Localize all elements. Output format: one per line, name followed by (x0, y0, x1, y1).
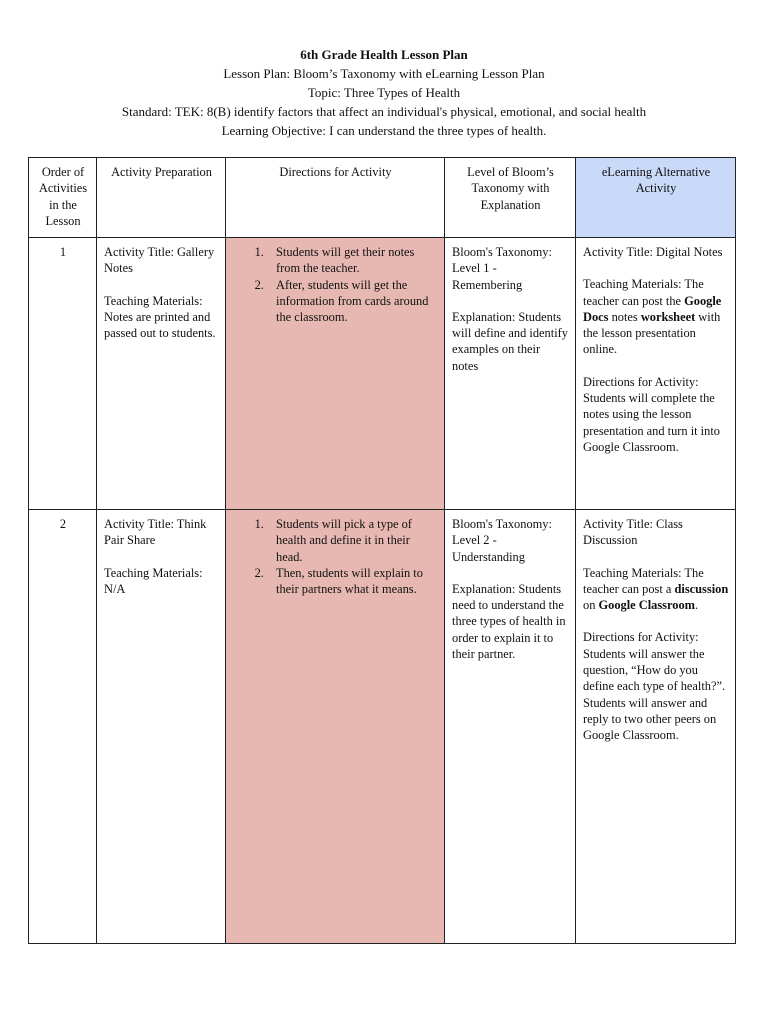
elearning-directions: Directions for Activity: Students will complete the notes using the lesson presentation and turn it into Google Classroom. (583, 374, 720, 454)
teaching-materials: Teaching Materials: N/A (104, 565, 203, 596)
objective-line: Learning Objective: I can understand the three types of health. (221, 123, 547, 138)
activity-title: Activity Title: Gallery Notes (104, 245, 215, 276)
materials-text: with the lesson presentation online. (583, 309, 721, 357)
blooms-level: Bloom's Taxonomy: Level 1 - Remembering (452, 245, 552, 292)
directions-list (233, 516, 438, 597)
materials-text: notes (608, 309, 641, 324)
materials-text: on (583, 598, 599, 613)
elearning-cell (576, 510, 736, 944)
activity-preparation-cell (97, 238, 226, 510)
materials-bold-text: Google Docs (583, 293, 722, 324)
materials-text: Teaching Materials: The teacher can post a (583, 565, 704, 596)
column-header-directions: Directions for Activity (226, 158, 445, 238)
document-header (0, 45, 768, 140)
teaching-materials: Teaching Materials: Notes are printed and passed out to students. (104, 293, 216, 341)
blooms-level-cell (445, 238, 576, 510)
activity-order: 2 (29, 510, 97, 944)
blooms-explanation: Explanation: Students will define and identify examples on their notes (452, 309, 568, 373)
materials-text: . (694, 598, 699, 613)
elearning-materials (583, 276, 729, 357)
elearning-directions: Directions for Activity: Students will answer the question, “How do you define each type of health?”. Students will answer and reply to two other peers on Google Classroom. (583, 630, 726, 743)
elearning-cell (576, 238, 736, 510)
activity-preparation-cell (97, 510, 226, 944)
elearning-title: Activity Title: Class Discussion (583, 517, 683, 548)
materials-bold-text: Google Classroom (598, 598, 695, 613)
table-header-row (29, 158, 736, 238)
elearning-title: Activity Title: Digital Notes (583, 245, 723, 259)
column-header-blooms-level: Level of Bloom’s Taxonomy with Explanation (445, 158, 576, 238)
directions-cell (226, 238, 445, 510)
direction-step: 2. After, students will get the information from cards around the classroom. (267, 277, 438, 326)
blooms-explanation: Explanation: Students need to understand the three types of health in order to explain it to their partner. (452, 581, 566, 662)
standard-line: Standard: TEK: 8(B) identify factors that affect an individual's physical, emotional, and social health (121, 104, 647, 119)
direction-step: 1. Students will pick a type of health and define it in their head. (267, 516, 438, 565)
column-header-order: Order of Activities in the Lesson (29, 158, 97, 238)
blooms-level: Bloom's Taxonomy: Level 2 - Understanding (452, 517, 552, 564)
direction-step: 2. Then, students will explain to their partners what it means. (267, 565, 438, 598)
materials-bold-text: discussion (674, 581, 729, 596)
table-row (29, 238, 736, 510)
materials-text: Teaching Materials: The teacher can post the (583, 277, 704, 308)
activity-title: Activity Title: Think Pair Share (104, 517, 207, 548)
materials-bold-text: worksheet (640, 309, 696, 324)
elearning-materials (583, 565, 729, 614)
document-title: 6th Grade Health Lesson Plan (300, 47, 468, 62)
column-header-elearning: eLearning Alternative Activity (576, 158, 736, 238)
lesson-plan-line: Lesson Plan: Bloom’s Taxonomy with eLearning Lesson Plan (223, 66, 545, 81)
table-row (29, 510, 736, 944)
blooms-level-cell (445, 510, 576, 944)
lesson-plan-table (28, 157, 736, 944)
directions-cell (226, 510, 445, 944)
topic-line: Topic: Three Types of Health (307, 85, 461, 100)
direction-step: 1. Students will get their notes from the teacher. (267, 244, 438, 277)
column-header-preparation: Activity Preparation (97, 158, 226, 238)
activity-order: 1 (29, 238, 97, 510)
directions-list (233, 244, 438, 325)
